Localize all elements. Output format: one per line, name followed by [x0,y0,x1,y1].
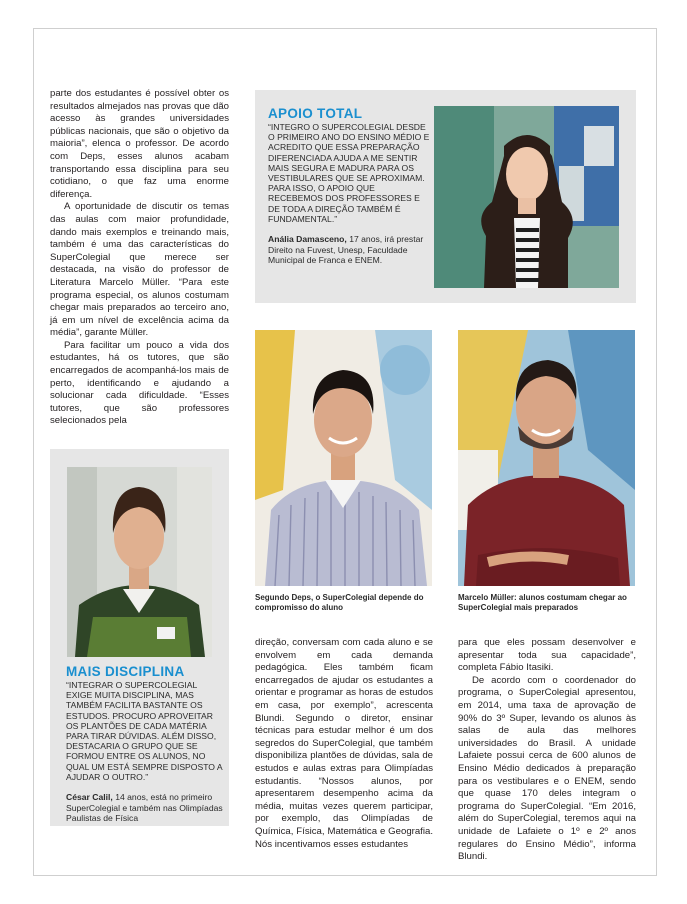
paragraph: Para facilitar um pouco a vida dos estudantes, há os tutores, que são encarregados de acompanhá-los mais de perto, identificando e ajudando a solucionar cada dificuldade. “Esses tutores, que são professores selecionados pela [50,339,229,427]
testimonial-byline [268,234,430,266]
testimonial-text [268,106,430,266]
student-detail: 17 anos, irá prestar Direito na Fuvest, Unesp, Faculdade Municipal de Franca e ENEM. [268,234,424,266]
testimonial-text [66,664,224,824]
article-column-left [50,88,229,428]
student-name: César Calil, [66,792,113,803]
testimonial-quote: “INTEGRAR O SUPERCOLEGIAL EXIGE MUITA DISCIPLINA, MAS TAMBÉM FACILITA BASTANTE OS ESTUDOS. PROCURO APROVEITAR OS PLANTÕES DE CADA MATÉRIA PARA TIRAR DÚVIDAS. ALÉM DISSO, DESTACARIA O GRUPO QUE SE FORMOU ENTRE OS ALUNOS, NO QUAL UM ESTÁ SEMPRE DISPOSTO A AJUDAR O OUTRO.” [66,680,223,782]
testimonial-title: MAIS DISCIPLINA [66,664,185,679]
photo-deps [255,330,432,586]
paragraph: De acordo com o coordenador do programa, o SuperColegial apresentou, em 2014, uma taxa de aprovação de 90% do 3º Super, levando os alunos às salas de aula das melhores universidades do Brasil. A unidade Lafaiete possui cerca de 600 alunos de Ensino Médio dedicados à preparação para os vestibulares e o ENEM, sendo que quase 170 deles integram o programa do SuperColegial. “Em 2016, além do SuperColegial, teremos aqui na unidade de Lafaiete o 1º e 2º anos regulares do Ensino Médio”, informa Blundi. [458,674,636,863]
paragraph: para que eles possam desenvolver e apresentar toda sua capacidade”, completa Fábio Itasiki. [458,637,636,674]
testimonial-quote: “INTEGRO O SUPERCOLEGIAL DESDE O PRIMEIRO ANO DO ENSINO MÉDIO E ACREDITO QUE ESSA PREPARAÇÃO DIFERENCIADA AJUDA A ME SENTIR MAIS SEGURA E MADURA PARA OS VESTIBULARES QUE SE APROXIMAM. PARA ISSO, O APOIO QUE RECEBEMOS DOS PROFESSORES E DE TODA A DIREÇÃO TAMBÉM É FUNDAMENTAL.” [268,122,430,224]
testimonial-title: APOIO TOTAL [268,106,363,121]
paragraph: parte dos estudantes é possível obter os resultados almejados nas provas que dão acesso às grandes universidades públicas nacionais, que são o objetivo da maioria”, elenca o professor. De acordo com Deps, esses alunos acabam transportando essa disciplina para seu cotidiano, o que faz uma enorme diferença. [50,88,229,200]
photo-caption-deps: Segundo Deps, o SuperColegial depende do compromisso do aluno [255,593,424,612]
student-name: Anália Damasceno, [268,234,347,245]
paragraph: A oportunidade de discutir os temas das aulas com maior profundidade, dando mais exemplos e treinando mais, também é uma das características do SuperColegial que merece ser destacada, na visão do professor de Literatura Marcelo Müller. “Para este programa especial, os alunos costumam chegar mais preparados ao terceiro ano, já em um nível de excelência acima da média”, garante Müller. [50,201,229,339]
photo-caption-marcelo: Marcelo Müller: alunos costumam chegar ao SuperColegial mais preparados [458,593,627,612]
testimonial-byline [66,792,224,824]
photo-marcelo [458,330,635,586]
article-column-right [458,637,636,864]
student-detail: 14 anos, está no primeiro SuperColegial e também nas Olimpíadas Paulistas de Física [66,792,223,824]
article-column-middle [255,637,433,851]
paragraph: direção, conversam com cada aluno e se envolvem em cada demanda pedagógica. Eles também ficam encarregados de ajudar os estudantes a orientar e programar as horas de estudos em casa, por exemplo”, acrescenta Blundi. Segundo o diretor, ensinar técnicas para estudar melhor é um dos segredos do SuperColegial, que também disponibiliza plantões de dúvidas, sala de estudos e aulas extras para Olimpíadas estudantis. “Nossos alunos, por apresentarem desempenho acima da média, muitas vezes querem participar, por exemplo, das Olimpíadas de Química, Física, Matemática e Geografia. Nós incentivamos esses estudantes [255,637,433,850]
photo-analia [434,106,619,288]
photo-cesar [67,467,212,657]
